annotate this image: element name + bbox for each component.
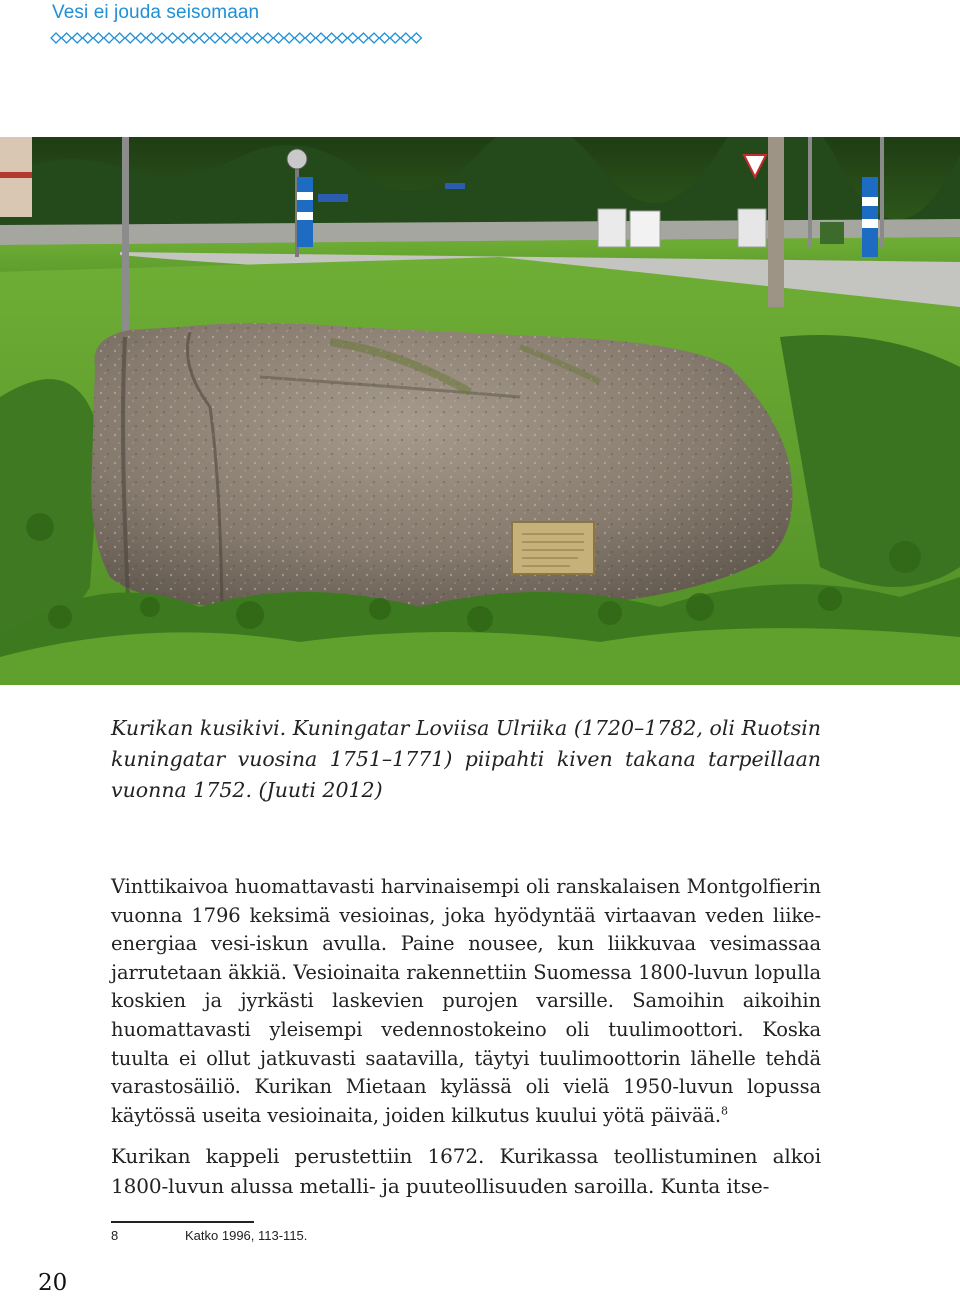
body-paragraph: Kurikan kappeli perustettiin 1672. Kurikassa teollistuminen alkoi 1800-luvun alussa metalli- ja puuteollisuuden saroilla. Kunta itse- bbox=[111, 1144, 821, 1198]
page-number: 20 bbox=[38, 1270, 68, 1296]
footnote-reference: 8 bbox=[721, 1104, 728, 1118]
kusikivi-photo bbox=[0, 137, 960, 685]
footnote-separator bbox=[111, 1221, 254, 1223]
paragraph-text: Vinttikaivoa huomattavasti harvinaisempi oli ranskalaisen Montgolfierin vuonna 1796 keksimä vesioinas, joka hyödyntää virtaavan veden liike-energiaa vesi-iskun avulla. Paine nousee, kun liikkuvaa vesimassaa jarrutetaan äkkiä. Vesioinaita rakennettiin Suomessa 1800-luvun lopulla koskien ja jyrkästi laskevien purojen varsille. Samoihin aikoihin huomattavasti yleisempi vedennostokeino oli tuulimoottori. Koska tuulta ei ollut jatkuvasti saatavilla, täytyi tuulimoottorin lähelle tehdä varastosäiliö. Kurikan Mietaan kylässä oli vielä 1950-luvun lopussa käytössä useita vesioinaita, joiden kilkutus kuului yötä päivää. bbox=[111, 875, 821, 1127]
photo-caption: Kurikan kusikivi. Kuningatar Loviisa Ulriika (1720–1782, oli Ruotsin kuningatar vuosina 1751–1771) piipahti kiven takana tarpeillaan vuonna 1752. (Juuti 2012) bbox=[111, 716, 821, 802]
footnote-number: 8 bbox=[111, 1228, 119, 1243]
header-diamond-rule bbox=[50, 31, 430, 45]
body-paragraph bbox=[111, 873, 821, 1130]
running-header: Vesi ei jouda seisomaan bbox=[52, 2, 260, 23]
footnote bbox=[111, 1228, 307, 1243]
footnote-text: Katko 1996, 113-115. bbox=[185, 1228, 308, 1243]
